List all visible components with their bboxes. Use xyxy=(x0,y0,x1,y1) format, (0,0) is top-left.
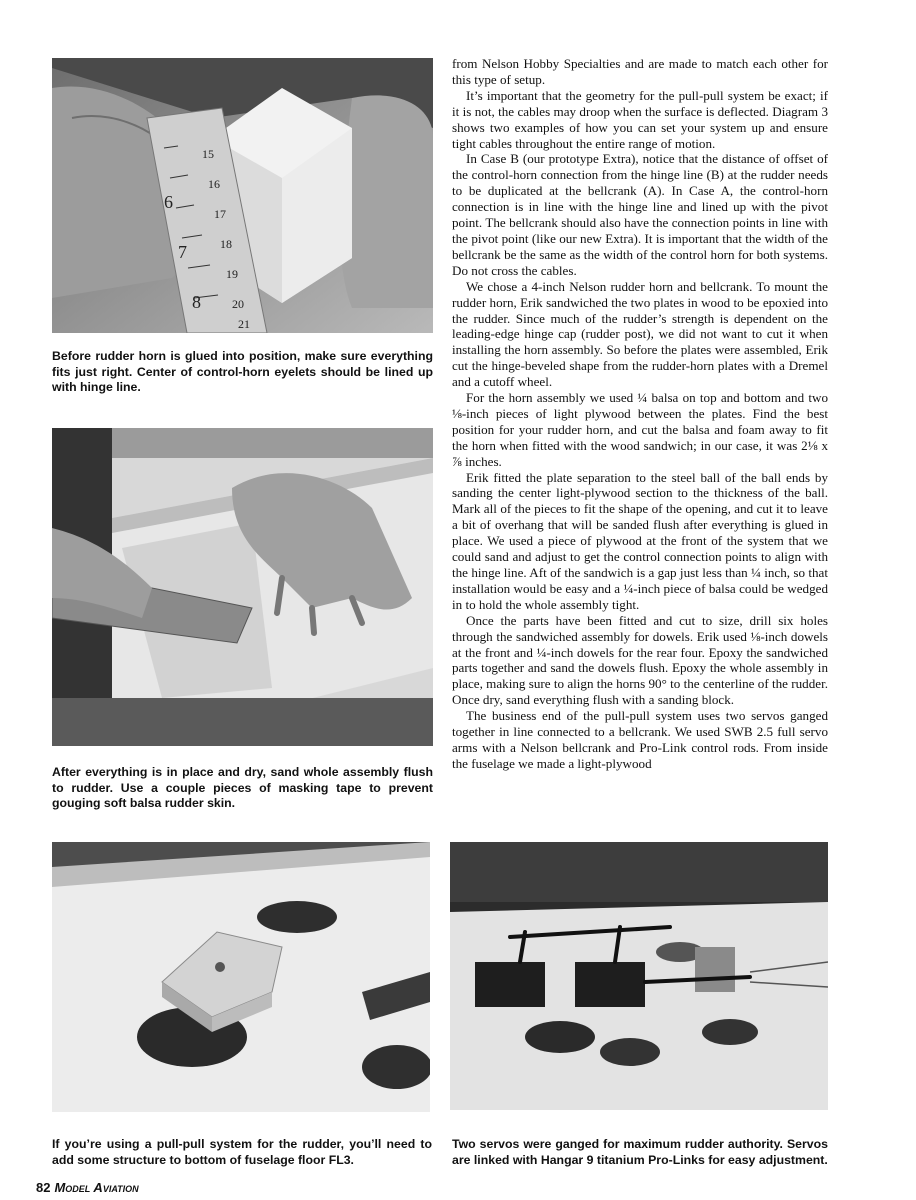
photo-ganged-servos xyxy=(450,842,828,1110)
article-paragraph: The business end of the pull-pull system uses two servos ganged together in line connected to a bellcrank. We used SWB 2.5 full servo arms with a Nelson bellcrank and Pro-Link control rods. From inside the fuselage we made a light-plywood xyxy=(452,708,828,771)
ruler-mark-6: 6 xyxy=(164,192,173,212)
page-number: 82 xyxy=(36,1180,51,1195)
ruler-mark-17: 17 xyxy=(214,207,226,221)
magazine-title: Model Aviation xyxy=(54,1180,139,1195)
ruler-mark-18: 18 xyxy=(220,237,232,251)
caption-rudder-horn: Before rudder horn is glued into position, make sure everything fits just right. Center of control-horn eyelets should be lined up with hinge line. xyxy=(52,349,433,395)
ruler-mark-8: 8 xyxy=(192,292,201,312)
caption-sanding: After everything is in place and dry, sand whole assembly flush to rudder. Use a couple pieces of masking tape to prevent gouging soft balsa rudder skin. xyxy=(52,765,433,811)
ruler-mark-21: 21 xyxy=(238,317,250,331)
article-paragraph: Erik fitted the plate separation to the steel ball of the ball ends by sanding the center light-plywood section to the thickness of the ball. Mark all of the pieces to fit the shape of the opening, and cut it to leave a bit of overhang that will be sanded flush after everything is glued in place. We used a piece of plywood at the front of the system that we could sand and adjust to get the control connection points to align with the hinge line. Aft of the sandwich is a gap just less than ¼ inch, so that installation would be easy and a ¼-inch piece of balsa could be wedged in to hold the whole assembly tight. xyxy=(452,469,828,612)
ruler-mark-15: 15 xyxy=(202,147,214,161)
article-paragraph: from Nelson Hobby Specialties and are made to match each other for this type of setup. xyxy=(452,56,828,87)
ruler-mark-16: 16 xyxy=(208,177,220,191)
photo-rudder-horn-ruler xyxy=(52,58,433,333)
ruler-mark-19: 19 xyxy=(226,267,238,281)
page-footer xyxy=(36,1180,139,1196)
ruler-mark-7: 7 xyxy=(178,242,187,262)
article-paragraph: It’s important that the geometry for the pull-pull system be exact; if it is not, the cables may droop when the surface is deflected. Diagram 3 shows two examples of how you can set your system up and ensure tight cables throughout the entire range of motion. xyxy=(452,87,828,151)
article-body xyxy=(452,56,828,838)
article-paragraph: For the horn assembly we used ¼ balsa on top and bottom and two ⅛-inch pieces of light plywood between the plates. Find the best position for your rudder horn, and cut the balsa and foam away to fit the horn when fitted with the wood sandwich; in our case, it was 2⅛ x ⅞ inches. xyxy=(452,390,828,469)
article-paragraph: In Case B (our prototype Extra), notice that the distance of offset of the control-horn connection from the hinge line (B) at the rudder needs to be duplicated at the bellcrank (A). In Case A, the control-horn connection is in line with the hinge line and lined up with the pivot point. The bellcrank should also have the connection points in line with the pivot point (like our new Extra). It is important that the width of the bellcrank be the same as the width of the control horn for both systems. Do not cross the cables. xyxy=(452,151,828,278)
caption-servos: Two servos were ganged for maximum rudder authority. Servos are linked with Hangar 9 titanium Pro-Links for easy adjustment. xyxy=(452,1137,828,1167)
article-paragraph: We chose a 4-inch Nelson rudder horn and bellcrank. To mount the rudder horn, Erik sandwiched the two plates in wood to be epoxied into the rudder. Since much of the rudder’s strength is dependent on the leading-edge hinge cap (rudder post), we did not want to cut it when installing the horn assembly. So before the plates were assembled, Erik cut the hinge-beveled shape from the rudder-horn plates with a Dremel and a cutoff wheel. xyxy=(452,278,828,390)
ruler-mark-20: 20 xyxy=(232,297,244,311)
photo-fuselage-floor xyxy=(52,842,430,1112)
article-paragraph: Once the parts have been fitted and cut to size, drill six holes through the sandwiched assembly for dowels. Erik used ⅛-inch dowels at the front and ¼-inch dowels for the rear four. Epoxy the sandwiched parts together and sand the dowels flush. Epoxy the whole assembly in place, making sure to align the horns 90° to the centerline of the rudder. Once dry, sand everything flush with a sanding block. xyxy=(452,612,828,708)
caption-fuselage-floor: If you’re using a pull-pull system for the rudder, you’ll need to add some structure to bottom of fuselage floor FL3. xyxy=(52,1137,432,1167)
photo-sanding-rudder xyxy=(52,428,433,746)
